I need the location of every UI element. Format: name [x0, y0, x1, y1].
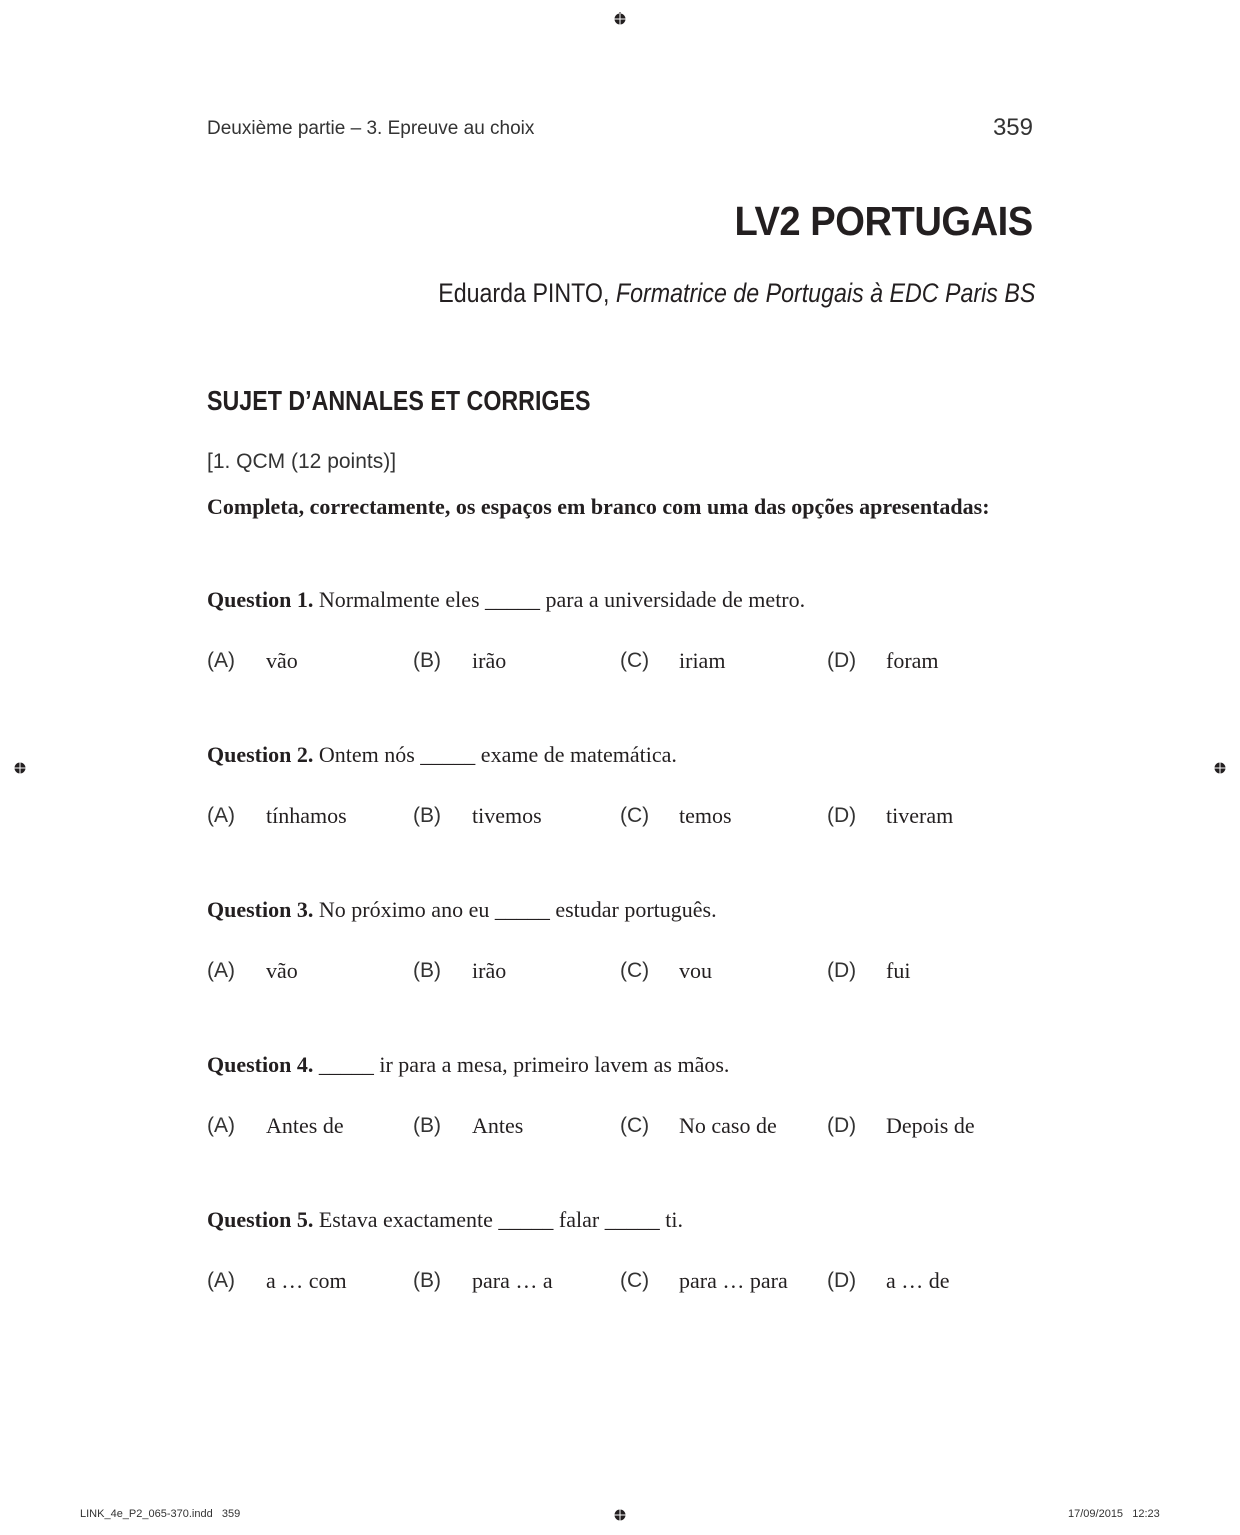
options-row — [207, 649, 1033, 679]
option-letter: (B) — [413, 959, 441, 982]
question-block — [207, 742, 1033, 834]
footer-file-name: LINK_4e_P2_065-370.indd 359 — [80, 1508, 241, 1520]
page-title: LV2 PORTUGAIS — [734, 198, 1033, 244]
option-letter: (D) — [827, 1269, 857, 1292]
instruction-text: Completa, correctamente, os espaços em branco com uma das opções apresentadas: — [207, 494, 990, 519]
option-letter: (B) — [413, 1269, 441, 1292]
registration-mark-top-icon — [613, 12, 627, 26]
question-text — [207, 1207, 1033, 1233]
author-line — [438, 278, 1035, 309]
option-text: vão — [266, 648, 298, 673]
option-letter: (A) — [207, 1269, 235, 1292]
option-text: a … com — [266, 1268, 347, 1293]
question-text — [207, 897, 1033, 923]
option-letter: (C) — [620, 649, 650, 672]
option-text: tivemos — [472, 803, 542, 828]
question-body: Normalmente eles _____ para a universidade de metro. — [313, 587, 806, 612]
options-row — [207, 1114, 1033, 1144]
option-text: tiveram — [886, 803, 954, 828]
option-text: para … a — [472, 1268, 553, 1293]
option-text: Depois de — [886, 1113, 975, 1138]
registration-mark-left-icon — [13, 761, 27, 775]
author-name: Eduarda PINTO, — [437, 278, 610, 308]
option-text: temos — [679, 803, 732, 828]
question-label: Question 5. — [207, 1207, 314, 1232]
option-letter: (A) — [207, 959, 235, 982]
option-text: Antes de — [266, 1113, 344, 1138]
option-text: vou — [679, 958, 712, 983]
option-text: vão — [266, 958, 298, 983]
question-block — [207, 1052, 1033, 1144]
option-letter: (D) — [827, 804, 857, 827]
option-text: Antes — [472, 1113, 524, 1138]
option-letter: (A) — [207, 649, 235, 672]
option-letter: (D) — [827, 959, 857, 982]
question-block — [207, 1207, 1033, 1299]
option-text: No caso de — [679, 1113, 777, 1138]
question-block — [207, 587, 1033, 679]
running-head: Deuxième partie – 3. Epreuve au choix — [207, 118, 535, 139]
author-role: Formatrice de Portugais à EDC Paris BS — [615, 278, 1035, 308]
option-letter: (B) — [413, 1114, 441, 1137]
question-body: _____ ir para a mesa, primeiro lavem as mãos. — [313, 1052, 730, 1077]
registration-mark-bottom-icon — [613, 1508, 627, 1522]
option-text: irão — [472, 648, 507, 673]
option-letter: (A) — [207, 1114, 235, 1137]
option-text: irão — [472, 958, 507, 983]
question-label: Question 4. — [207, 1052, 314, 1077]
option-letter: (C) — [620, 804, 650, 827]
question-body: Estava exactamente _____ falar _____ ti. — [313, 1207, 683, 1232]
option-letter: (C) — [620, 1269, 650, 1292]
option-text: para … para — [679, 1268, 788, 1293]
options-row — [207, 959, 1033, 989]
option-letter: (C) — [620, 959, 650, 982]
option-text: tínhamos — [266, 803, 347, 828]
options-row — [207, 1269, 1033, 1299]
question-label: Question 2. — [207, 742, 314, 767]
option-text: fui — [886, 958, 911, 983]
question-block — [207, 897, 1033, 989]
option-text: a … de — [886, 1268, 950, 1293]
option-letter: (B) — [413, 649, 441, 672]
option-letter: (D) — [827, 1114, 857, 1137]
option-letter: (C) — [620, 1114, 650, 1137]
section-heading: SUJET D’ANNALES ET CORRIGES — [207, 385, 591, 416]
registration-mark-right-icon — [1213, 761, 1227, 775]
question-body: Ontem nós _____ exame de matemática. — [313, 742, 677, 767]
option-letter: (A) — [207, 804, 235, 827]
option-text: foram — [886, 648, 939, 673]
options-row — [207, 804, 1033, 834]
option-text: iriam — [679, 648, 726, 673]
question-text — [207, 587, 1033, 613]
page-number: 359 — [992, 114, 1033, 141]
question-text — [207, 1052, 1033, 1078]
question-label: Question 3. — [207, 897, 314, 922]
option-letter: (B) — [413, 804, 441, 827]
question-label: Question 1. — [207, 587, 314, 612]
question-body: No próximo ano eu _____ estudar português. — [313, 897, 717, 922]
question-text — [207, 742, 1033, 768]
footer-date-time: 17/09/2015 12:23 — [1068, 1508, 1160, 1520]
qcm-label: [1. QCM (12 points)] — [207, 450, 397, 473]
option-letter: (D) — [827, 649, 857, 672]
